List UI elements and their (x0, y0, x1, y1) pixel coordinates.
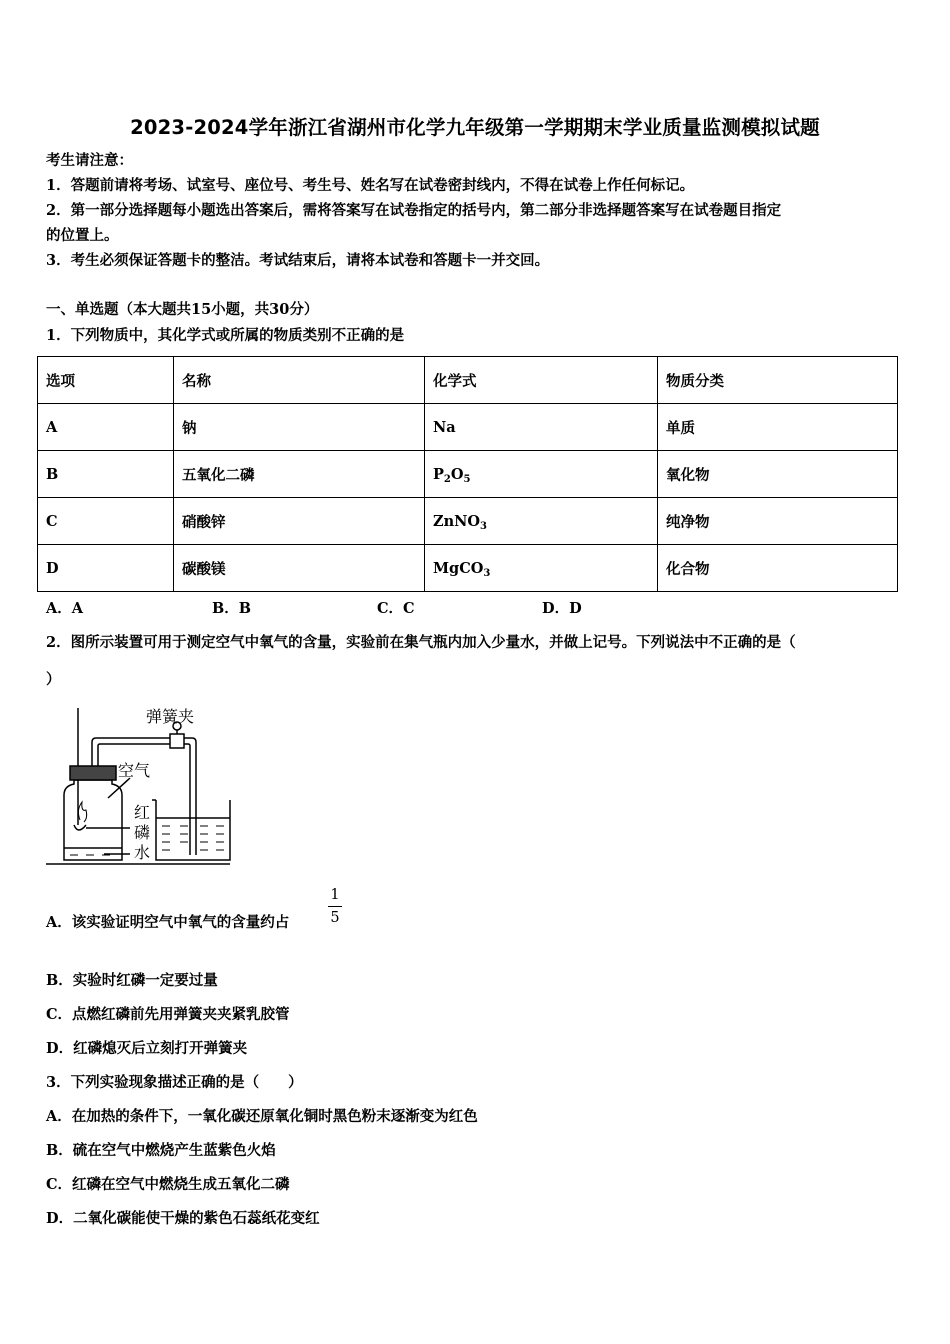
table-header-row (38, 357, 898, 404)
class-cell: 纯净物 (658, 498, 898, 545)
label-clamp: 弹簧夹 (146, 707, 195, 726)
q1-choice-c[interactable]: C．C (377, 600, 415, 617)
q3-option-d[interactable]: D．二氧化碳能使干燥的紫色石蕊纸花变红 (46, 1210, 320, 1227)
class-cell: 化合物 (658, 545, 898, 592)
fraction-numerator: 1 (330, 887, 340, 903)
label-water: 水 (134, 843, 151, 862)
table-header-cell: 化学式 (425, 357, 658, 404)
label-air: 空气 (118, 761, 151, 780)
q2-option-a[interactable]: A．该实验证明空气中氧气的含量约占 (46, 914, 290, 931)
q3-option-a[interactable]: A．在加热的条件下，一氧化碳还原氧化铜时黑色粉末逐渐变为红色 (46, 1108, 478, 1125)
name-cell: 钠 (174, 404, 425, 451)
notice-item: 的位置上。 (46, 227, 119, 244)
table-row (38, 451, 898, 498)
fraction (328, 886, 342, 927)
section-heading: 一、单选题（本大题共15小题，共30分） (46, 301, 319, 318)
table-row (38, 404, 898, 451)
notice-item: 2．第一部分选择题每小题选出答案后，需将答案写在试卷指定的括号内，第二部分非选择题答案写在试卷题目指定 (46, 202, 782, 219)
table-header-cell: 物质分类 (658, 357, 898, 404)
q2-stem-end: ） (46, 671, 61, 688)
option-cell: C (38, 498, 174, 545)
table-row (38, 498, 898, 545)
q3-stem: 3．下列实验现象描述正确的是（ ） (46, 1074, 303, 1091)
notice-item: 3．考生必须保证答题卡的整洁。考试结束后，请将本试卷和答题卡一并交回。 (46, 252, 550, 269)
option-cell: B (38, 451, 174, 498)
q2-option-d[interactable]: D．红磷熄灭后立刻打开弹簧夹 (46, 1040, 248, 1057)
name-cell: 硝酸锌 (174, 498, 425, 545)
class-cell: 单质 (658, 404, 898, 451)
table-row (38, 545, 898, 592)
formula-cell: $P_2O_5$ (425, 451, 658, 498)
q3-option-c[interactable]: C．红磷在空气中燃烧生成五氧化二磷 (46, 1176, 290, 1193)
option-cell: D (38, 545, 174, 592)
apparatus-figure (42, 700, 262, 870)
q1-stem: 1．下列物质中，其化学式或所属的物质类别不正确的是 (46, 327, 405, 344)
fraction-bar (328, 906, 342, 907)
label-red: 红 (134, 803, 151, 822)
formula-cell: Na (425, 404, 658, 451)
formula-cell: ZnNO$_3$ (425, 498, 658, 545)
label-phosphorus: 磷 (134, 823, 151, 842)
q1-choice-b[interactable]: B．B (212, 600, 252, 617)
class-cell: 氧化物 (658, 451, 898, 498)
page-title: 2023-2024学年浙江省湖州市化学九年级第一学期期末学业质量监测模拟试题 (130, 116, 820, 139)
notice-heading: 考生请注意： (46, 152, 133, 169)
q1-choice-a[interactable]: A．A (46, 600, 84, 617)
table-header-cell: 名称 (174, 357, 425, 404)
q1-choice-d[interactable]: D．D (542, 600, 582, 617)
q1-table (37, 356, 898, 592)
q2-option-c[interactable]: C．点燃红磷前先用弹簧夹夹紧乳胶管 (46, 1006, 290, 1023)
name-cell: 碳酸镁 (174, 545, 425, 592)
option-cell: A (38, 404, 174, 451)
table-header-cell: 选项 (38, 357, 174, 404)
name-cell: 五氧化二磷 (174, 451, 425, 498)
q2-option-b[interactable]: B．实验时红磷一定要过量 (46, 972, 218, 989)
notice-item: 1．答题前请将考场、试室号、座位号、考生号、姓名写在试卷密封线内，不得在试卷上作任何标记。 (46, 177, 695, 194)
fraction-denominator: 5 (330, 910, 340, 926)
q2-stem: 2．图所示装置可用于测定空气中氧气的含量，实验前在集气瓶内加入少量水，并做上记号。下列说法中不正确的是（ (46, 634, 796, 651)
formula-cell: MgCO$_3$ (425, 545, 658, 592)
q3-option-b[interactable]: B．硫在空气中燃烧产生蓝紫色火焰 (46, 1142, 276, 1159)
